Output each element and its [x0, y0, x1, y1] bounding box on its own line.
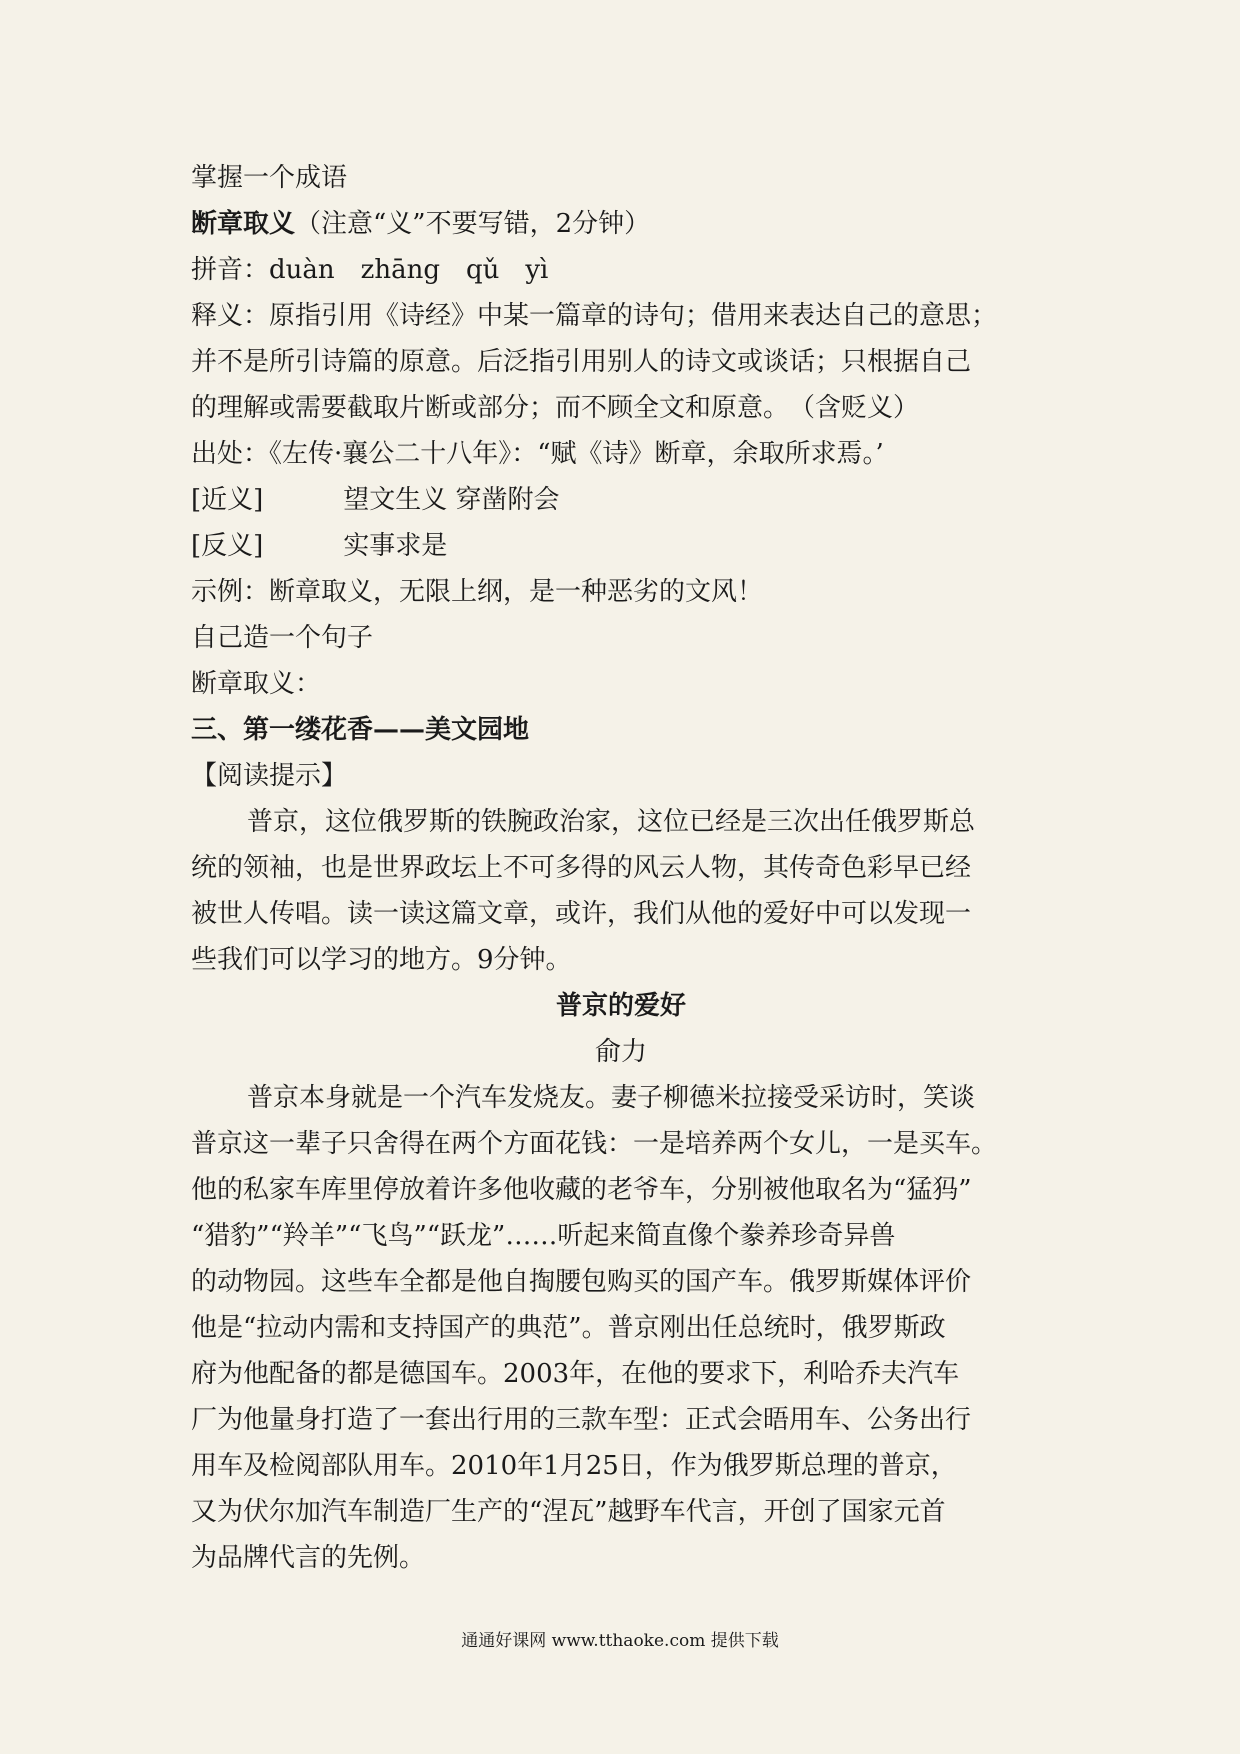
sentence-blank: 断章取义：	[191, 669, 322, 699]
idiom-note: （注意“义”不要写错，2分钟）	[295, 209, 651, 239]
article-line: 的动物园。这些车全都是他自掏腰包购买的国产车。俄罗斯媒体评价	[191, 1267, 972, 1297]
article-line: 厂为他量身打造了一套出行用的三款车型：正式会晤用车、公务出行	[191, 1405, 972, 1435]
synonym-text: 望文生义 穿凿附会	[343, 485, 560, 515]
antonym-label: [反义]	[191, 531, 264, 561]
article-line: 府为他配备的都是德国车。2003年，在他的要求下，利哈乔夫汽车	[191, 1359, 960, 1389]
idiom-meaning-line-1: 释义：原指引用《诗经》中某一篇章的诗句；借用来表达自己的意思；	[191, 301, 998, 331]
idiom-title: 断章取义	[191, 209, 296, 239]
idiom-antonym-line	[191, 523, 1051, 569]
idiom-title-line	[191, 201, 1051, 247]
article-line: “猎豹”“羚羊”“飞鸟”“跃龙”……听起来简直像个豢养珍奇异兽	[191, 1221, 896, 1251]
article-line: 为品牌代言的先例。	[191, 1543, 426, 1573]
idiom-heading: 掌握一个成语	[191, 163, 348, 193]
idiom-example: 示例：断章取义，无限上纲，是一种恶劣的文风！	[191, 577, 764, 607]
synonym-label: [近义]	[191, 485, 264, 515]
section-heading: 三、第一缕花香——美文园地	[191, 715, 530, 745]
idiom-meaning-line-2: 并不是所引诗篇的原意。后泛指引用别人的诗文或谈话；只根据自己	[191, 347, 972, 377]
pinyin-label: 拼音：	[191, 255, 270, 285]
page-footer: 通通好课网 www.tthaoke.com 提供下载	[461, 1631, 779, 1651]
antonym-text: 实事求是	[343, 531, 448, 561]
make-sentence-prompt: 自己造一个句子	[191, 623, 374, 653]
idiom-source: 出处：《左传·襄公二十八年》：“赋《诗》断章，余取所求焉。’	[191, 439, 884, 469]
article-line: 他是“拉动内需和支持国产的典范”。普京刚出任总统时，俄罗斯政	[191, 1313, 946, 1343]
page-content	[191, 155, 1051, 1581]
article-line: 普京这一辈子只舍得在两个方面花钱：一是培养两个女儿，一是买车。	[191, 1129, 998, 1159]
reading-tip-line: 普京，这位俄罗斯的铁腕政治家，这位已经是三次出任俄罗斯总	[247, 807, 976, 837]
article-author: 俞力	[594, 1037, 647, 1067]
idiom-synonym-line	[191, 477, 1051, 523]
article-line: 他的私家车库里停放着许多他收藏的老爷车，分别被他取名为“猛犸”	[191, 1175, 972, 1205]
article-line: 用车及检阅部队用车。2010年1月25日，作为俄罗斯总理的普京，	[191, 1451, 957, 1481]
idiom-meaning-line-3: 的理解或需要截取片断或部分；而不顾全文和原意。 （含贬义）	[191, 393, 920, 423]
reading-tip-line: 被世人传唱。读一读这篇文章，或许，我们从他的爱好中可以发现一	[191, 899, 972, 929]
pinyin-text: duàn zhāng qǔ yì	[269, 255, 549, 285]
idiom-pinyin-line	[191, 247, 1051, 293]
reading-tip-line: 统的领袖，也是世界政坛上不可多得的风云人物，其传奇色彩早已经	[191, 853, 972, 883]
reading-tip-line: 些我们可以学习的地方。9分钟。	[191, 945, 572, 975]
reading-tip-label: 【阅读提示】	[191, 761, 348, 791]
article-title: 普京的爱好	[555, 991, 686, 1021]
article-line: 普京本身就是一个汽车发烧友。妻子柳德米拉接受采访时，笑谈	[247, 1083, 976, 1113]
article-line: 又为伏尔加汽车制造厂生产的“涅瓦”越野车代言，开创了国家元首	[191, 1497, 946, 1527]
